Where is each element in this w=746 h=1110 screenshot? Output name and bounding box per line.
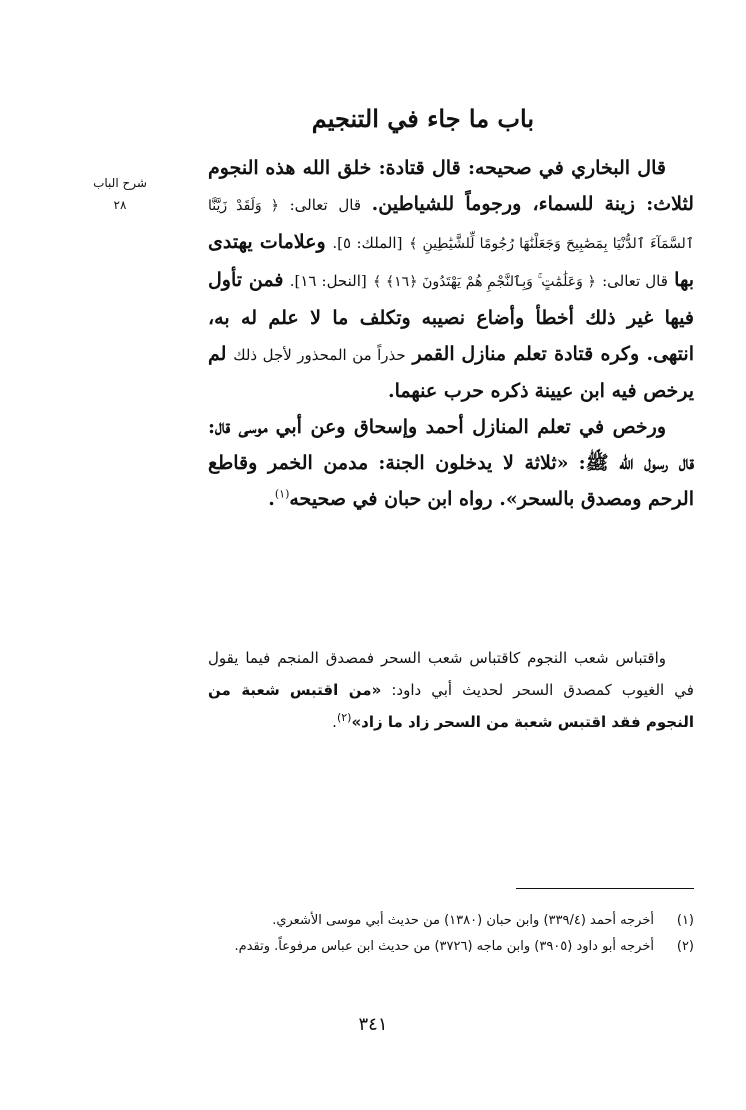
- p3-line2b: «من اقتبس: [289, 681, 382, 699]
- p1-line7a: القمر: [412, 343, 455, 365]
- verse-1-reference: [الملك: ٥].: [332, 234, 403, 252]
- p1-line4b: قال تعالى:: [602, 272, 668, 290]
- footnote-1-text: أخرجه أحمد (٣٣٩/٤) وابن حبان (١٣٨٠) من حديث أبي موسى الأشعري.: [272, 913, 654, 928]
- p2-line2a: موسى قال: قال رسول الله ﷺ:: [208, 416, 694, 474]
- p1-line5: فمن تأول فيها غير ذلك أخطأ وأضاع نصيبه: [208, 269, 694, 329]
- footnote-1: [208, 908, 694, 934]
- chapter-title: باب ما جاء في التنجيم: [311, 104, 534, 133]
- p3-line1: واقتباس شعب النجوم كاقتباس شعب السحر فمصدق المنجم: [277, 649, 666, 667]
- p1-line2b: قال: [338, 196, 362, 214]
- p3-line3: شعبة من النجوم فقد اقتبس شعبة من السحر زاد ما زاد»: [208, 681, 694, 731]
- p2-line1: ورخص في تعلم المنازل أحمد وإسحاق وعن أبي: [275, 416, 666, 438]
- margin-note-label: شرح الباب: [93, 176, 147, 190]
- footnote-separator: [516, 888, 694, 889]
- footnote-2: [208, 934, 694, 960]
- p2-line2b: «ثلاثة لا يدخلون الجنة:: [378, 452, 569, 474]
- page-number: ٣٤١: [358, 1014, 388, 1035]
- p1-line7c: لم يرخص فيه ابن عيينة: [208, 343, 694, 402]
- margin-note: [60, 172, 180, 216]
- paragraph-3: [208, 642, 694, 738]
- p1-line7b: حذراً من المحذور لأجل ذلك: [233, 346, 406, 364]
- p1-line6: وتكلف ما لا علم له به، انتهى. وكره قتادة تعلم منازل: [208, 307, 694, 365]
- p1-line3a: تعالى:: [289, 196, 328, 214]
- footnote-1-number: (١): [676, 913, 694, 928]
- commentary-text: [208, 642, 694, 738]
- p1-line4a: وعلامات يهتدى بها: [208, 231, 695, 291]
- p3-line3-end: .: [332, 713, 337, 731]
- p3-line2a: فيما يقول في الغيوب كمصدق السحر لحديث أبي داود:: [208, 649, 694, 699]
- footnote-marker-1[interactable]: (١): [274, 487, 290, 501]
- verse-2-reference: [النحل: ١٦].: [289, 272, 367, 290]
- p2-line3: مدمن الخمر وقاطع الرحم ومصدق بالسحر». رواه ابن: [208, 452, 694, 510]
- p1-line8: ذكره حرب عنهما.: [388, 380, 529, 402]
- footnote-2-number: (٢): [676, 939, 694, 954]
- p1-line2a: النجوم لثلاث: زينة للسماء، ورجوماً للشياطين.: [208, 157, 694, 215]
- quran-verse-2: ﴿ وَعَلَٰمَٰتٍ ۚ وَبِٱلنَّجْمِ هُمْ يَهْتَدُونَ ﴿١٦﴾ ﴾: [373, 274, 596, 290]
- p2-line4: حبان في صحيحه: [289, 488, 422, 510]
- footnotes: [208, 908, 694, 960]
- p2-line4-end: .: [268, 488, 275, 510]
- p1-line1: قال البخاري في صحيحه: قال قتادة: خلق الله هذه: [265, 157, 666, 179]
- margin-note-number: ٢٨: [113, 198, 127, 212]
- paragraph-1: [208, 150, 694, 409]
- quran-verse-1: ﴿ وَلَقَدْ زَيَّنَّا ٱلسَّمَآءَ ٱلدُّنْيَا بِمَصَٰبِيحَ وَجَعَلْنَٰهَا رُجُومًا لِّلشَّيَٰطِينِ ﴾: [208, 198, 694, 252]
- footnote-2-text: أخرجه أبو داود (٣٩٠٥) وابن ماجه (٣٧٢٦) من حديث ابن عباس مرفوعاً. وتقدم.: [234, 939, 654, 954]
- main-text: [208, 150, 694, 517]
- paragraph-2: [208, 409, 694, 517]
- footnote-marker-2[interactable]: (٢): [336, 711, 352, 724]
